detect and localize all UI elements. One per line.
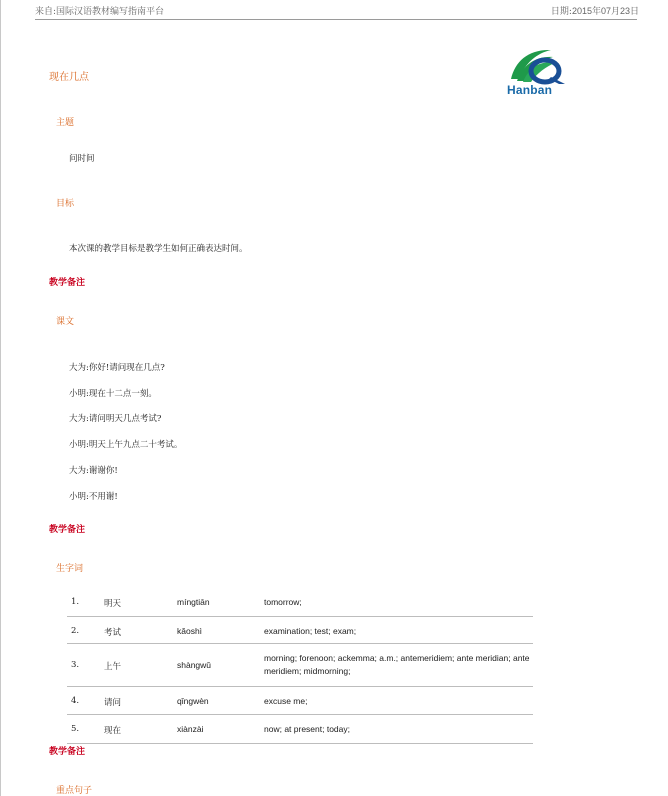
table-row: [67, 591, 533, 617]
vocab-english: examination; test; exam;: [264, 626, 357, 636]
vocab-number: 4.: [71, 696, 80, 706]
dialogue-line: 大为:你好!请问现在几点?: [69, 363, 165, 373]
vocab-hanzi: 考试: [104, 628, 122, 638]
vocab-number: 2.: [71, 626, 80, 636]
source-text: 来自:国际汉语教材编写指南平台: [35, 7, 165, 17]
vocab-pinyin: míngtiān: [177, 597, 210, 607]
table-row: [67, 617, 533, 644]
vocab-heading: 生字词: [56, 564, 84, 574]
table-row: [67, 644, 533, 687]
table-row: [67, 687, 533, 715]
logo-text: Hanban: [507, 83, 553, 97]
vocab-pinyin: qǐngwèn: [177, 696, 209, 706]
vocab-pinyin: shàngwǔ: [177, 660, 212, 670]
vocab-english: tomorrow;: [264, 597, 302, 607]
key-sentences-heading: 重点句子: [56, 786, 93, 796]
vocab-english: now; at present; today;: [264, 724, 350, 734]
vocab-hanzi: 上午: [104, 662, 122, 672]
teaching-note-2: 教学备注: [49, 525, 86, 535]
vocab-number: 1.: [71, 597, 80, 607]
teaching-note-3: 教学备注: [49, 747, 86, 757]
vocab-english: excuse me;: [264, 696, 308, 706]
vocab-english: morning; forenoon; ackemma; a.m.; antemeridiem; ante meridian; ante meridiem; midmorning;: [264, 653, 530, 676]
dialogue-line: 大为:谢谢你!: [69, 466, 118, 476]
vocab-number: 3.: [71, 660, 80, 670]
vocab-number: 5.: [71, 724, 80, 734]
vocab-table: [67, 591, 533, 744]
vocab-hanzi: 现在: [104, 726, 122, 736]
hanban-emblem-icon: [507, 47, 567, 85]
dialogue-line: 小明:明天上午九点二十考试。: [69, 440, 183, 450]
table-row: [67, 715, 533, 744]
date-number: 2015年07月23: [571, 6, 630, 16]
text-heading: 课文: [56, 317, 75, 327]
goal-heading: 目标: [56, 199, 75, 209]
vocab-hanzi: 请问: [104, 698, 122, 708]
vocab-pinyin: xiànzài: [177, 724, 204, 734]
dialogue-line: 大为:请问明天几点考试?: [69, 414, 162, 424]
date-suffix: 日: [629, 7, 639, 17]
hanban-logo: [507, 47, 567, 99]
vocab-pinyin: kǎoshì: [177, 626, 203, 636]
teaching-note-1: 教学备注: [49, 278, 86, 288]
date-text: [551, 4, 639, 17]
dialogue-line: 小明:不用谢!: [69, 492, 118, 502]
topic-heading: 主题: [56, 118, 75, 128]
dialogue-line: 小明:现在十二点一刻。: [69, 389, 157, 399]
topic-text: 问时间: [69, 154, 95, 164]
date-prefix: 日期:: [550, 7, 572, 17]
vocab-hanzi: 明天: [104, 599, 122, 609]
page-title: 现在几点: [49, 72, 89, 83]
goal-text: 本次课的教学目标是教学生如何正确表达时间。: [69, 244, 248, 254]
page-header: [35, 3, 637, 20]
